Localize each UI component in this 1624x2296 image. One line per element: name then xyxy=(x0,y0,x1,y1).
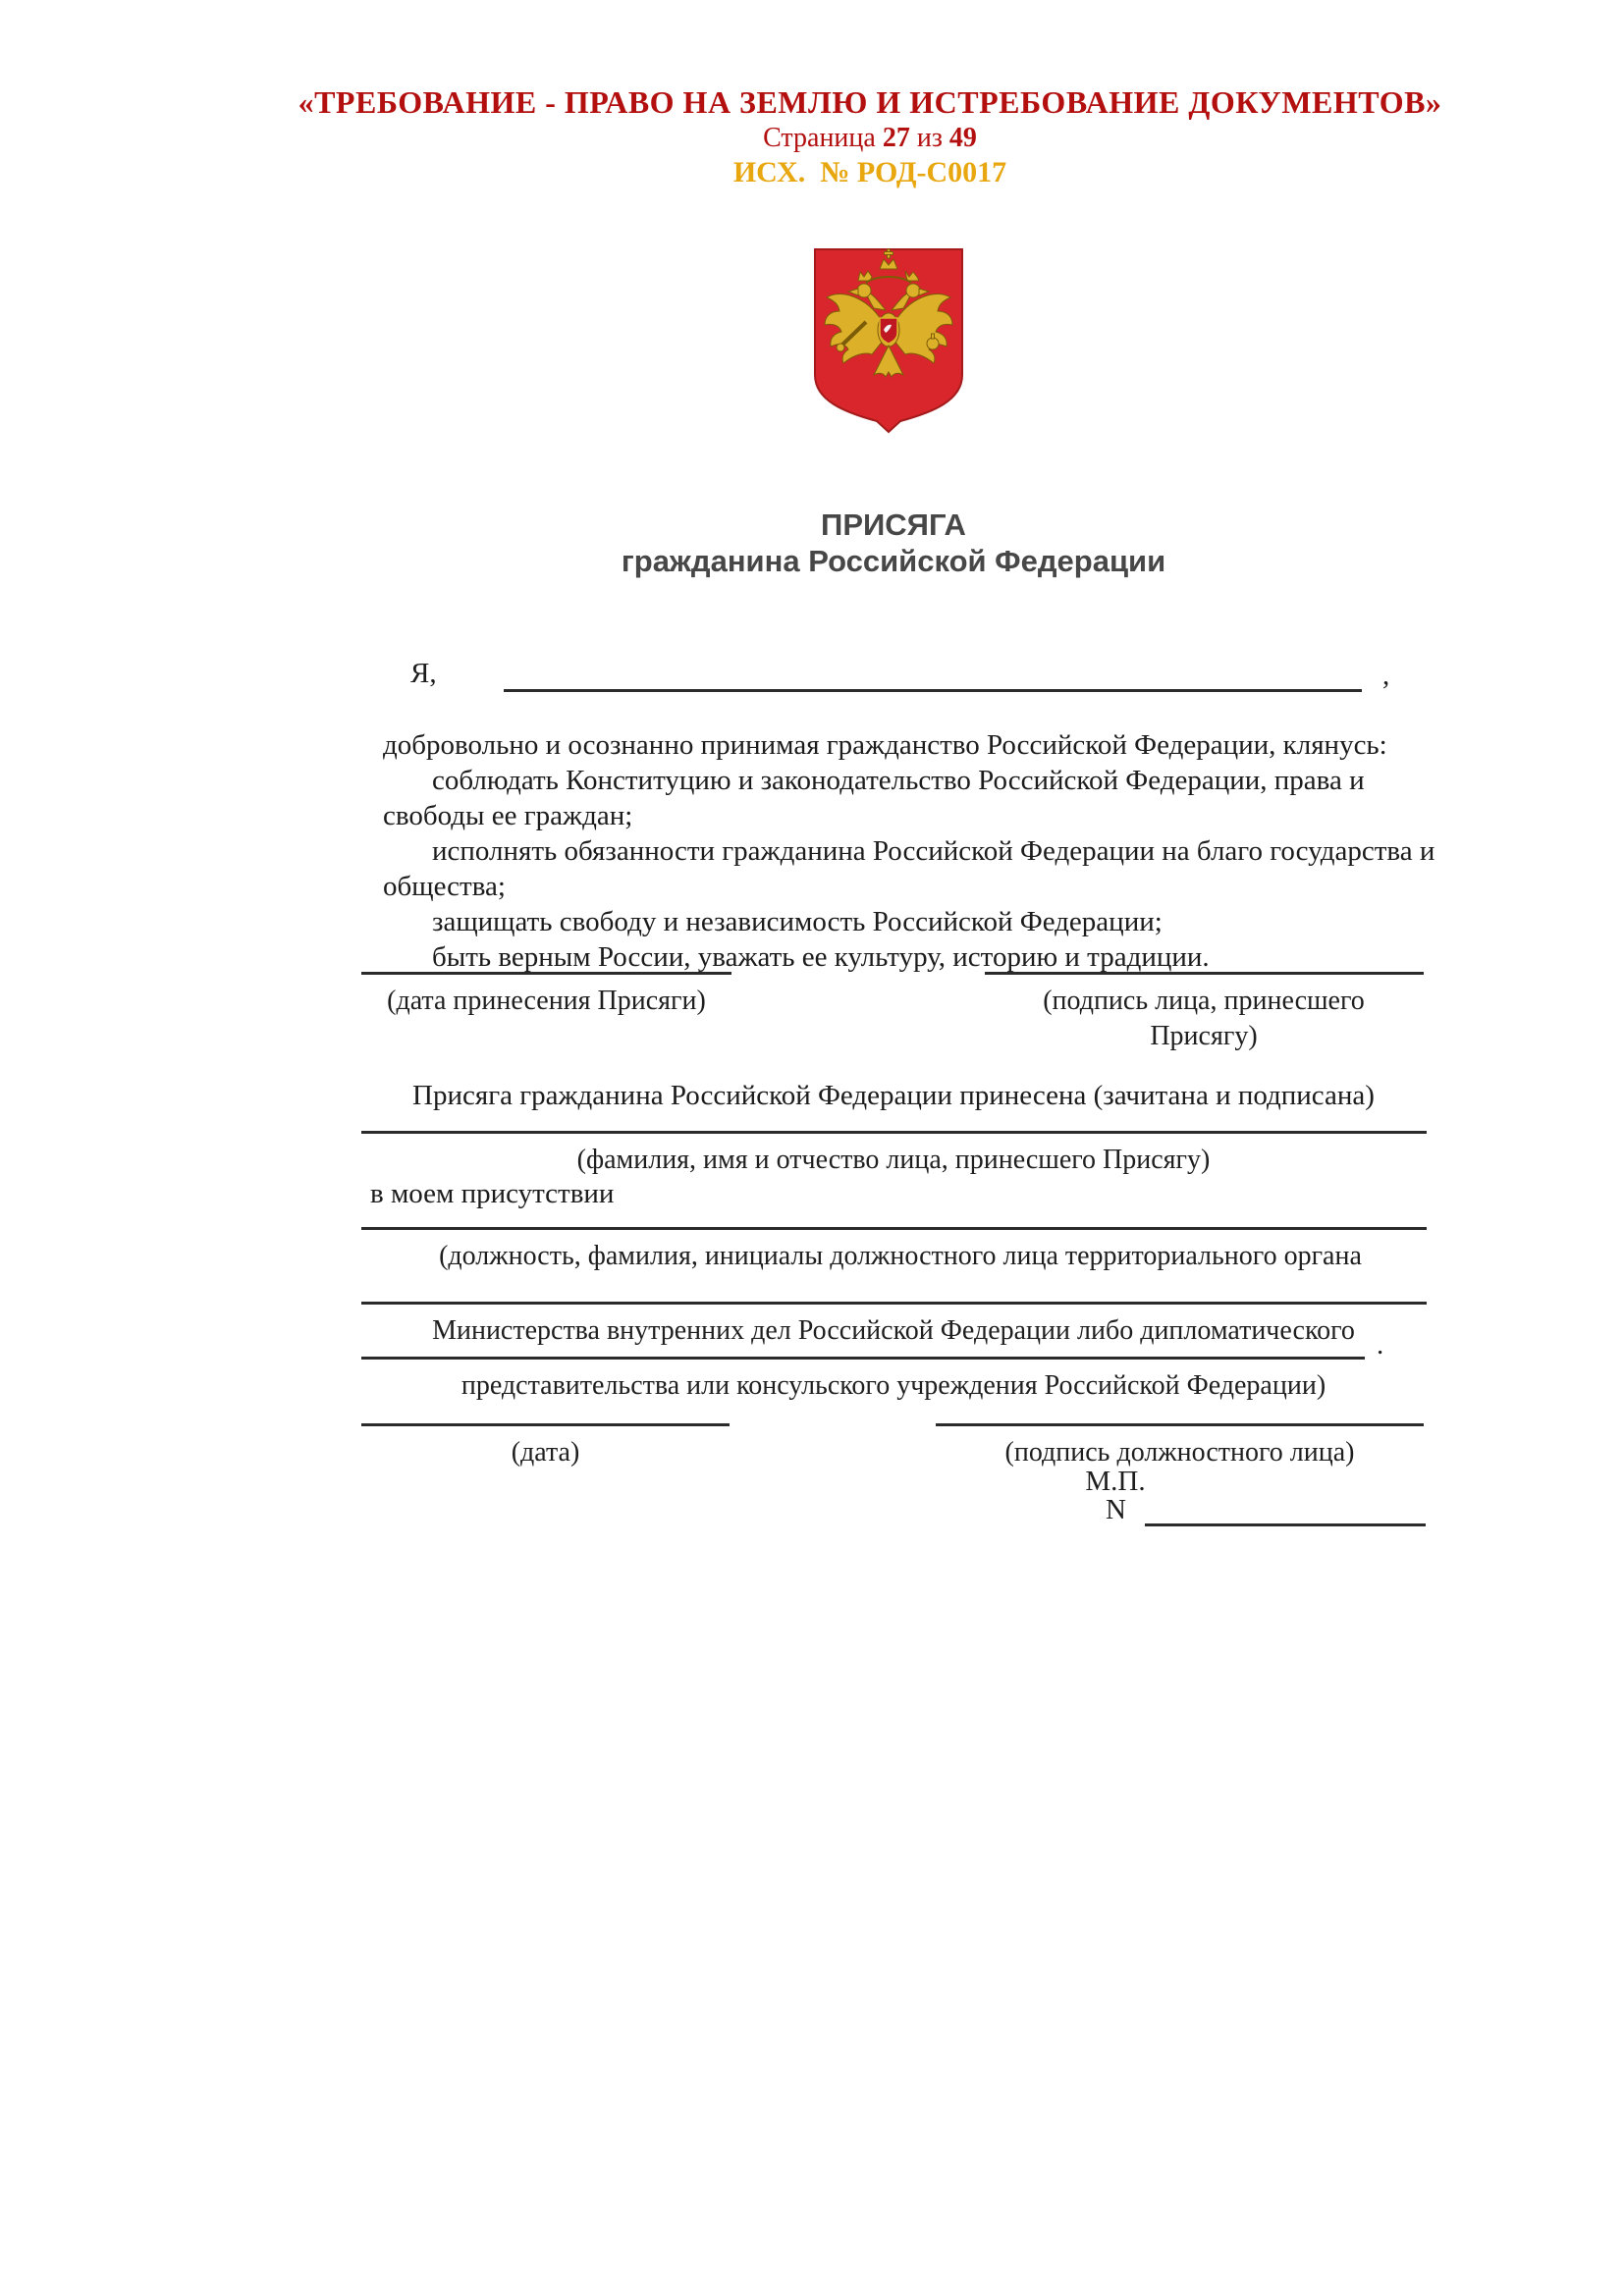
outgoing-reference-number: ИСХ. № РОД-С0017 xyxy=(732,156,1007,188)
center-shield xyxy=(880,318,897,344)
date-label: (дата) xyxy=(511,1437,580,1468)
title-line2: гражданина Российской Федерации xyxy=(621,544,1166,578)
oath-date-label: (дата принесения Присяги) xyxy=(387,986,706,1016)
oath-text xyxy=(361,727,1530,975)
page-total: 49 xyxy=(948,123,977,153)
official-label-3: представительства или консульского учреждения Российской Федерации) xyxy=(460,1370,1326,1401)
page-indicator xyxy=(58,122,1624,155)
coat-of-arms-icon xyxy=(807,245,970,434)
page-current: 27 xyxy=(882,123,910,153)
requirement-banner: «ТРЕБОВАНИЕ - ПРАВО НА ЗЕМЛЮ И ИСТРЕБОВАНИЕ ДОКУМЕНТОВ» xyxy=(298,84,1442,120)
oath-line: защищать свободу и независимость Российской Федерации; xyxy=(432,906,1163,937)
oath-line: общества; xyxy=(383,871,506,902)
fio-label: (фамилия, имя и отчество лица, принесшего Присягу) xyxy=(576,1145,1211,1175)
official-label-1: (должность, фамилия, инициалы должностного лица территориального органа xyxy=(439,1241,1362,1271)
oath-line: добровольно и осознанно принимая гражданство Российской Федерации, клянусь: xyxy=(383,729,1387,761)
official-blank-line-1 xyxy=(361,1227,1427,1230)
oath-line: исполнять обязанности гражданина Российской Федерации на благо государства и xyxy=(432,835,1435,867)
after-name-comma: , xyxy=(1382,660,1390,691)
oath-signature-blank xyxy=(985,972,1424,975)
oath-pronoun: Я, xyxy=(410,658,437,689)
presence-text: в моем присутствии xyxy=(370,1178,615,1209)
oath-line: свободы ее граждан; xyxy=(383,800,633,831)
fio-blank-line xyxy=(361,1131,1427,1134)
oath-signature-label: (подпись лица, принесшего Присягу) xyxy=(1043,986,1365,1051)
page-of: из xyxy=(916,123,943,153)
attestation-sentence: Присяга гражданина Российской Федерации принесена (зачитана и подписана) xyxy=(412,1080,1375,1111)
document-title xyxy=(361,507,1426,579)
official-blank-line-2 xyxy=(361,1302,1427,1305)
oath-line: соблюдать Конституцию и законодательство Российской Федерации, права и xyxy=(432,765,1365,796)
number-prefix: N xyxy=(1106,1494,1126,1525)
trailing-period: . xyxy=(1377,1329,1384,1361)
stamp-placeholder: М.П. xyxy=(1085,1466,1146,1497)
official-signature-label: (подпись должностного лица) xyxy=(1004,1437,1355,1468)
official-signature-blank xyxy=(936,1423,1424,1426)
page-prefix: Страница xyxy=(763,123,876,153)
russia-coat-of-arms xyxy=(807,245,970,434)
oath-line: быть верным России, уважать ее культуру, историю и традиции. xyxy=(432,941,1210,973)
official-blank-line-3 xyxy=(361,1357,1365,1360)
official-label-2: Министерства внутренних дел Российской Федерации либо дипломатического xyxy=(432,1315,1355,1346)
title-line1: ПРИСЯГА xyxy=(821,507,966,542)
number-blank xyxy=(1145,1523,1426,1526)
document-header xyxy=(58,82,1624,190)
name-blank-line xyxy=(504,652,1362,692)
date-blank xyxy=(361,1423,730,1426)
oath-name-row xyxy=(361,652,1451,697)
oath-date-blank xyxy=(361,972,731,975)
